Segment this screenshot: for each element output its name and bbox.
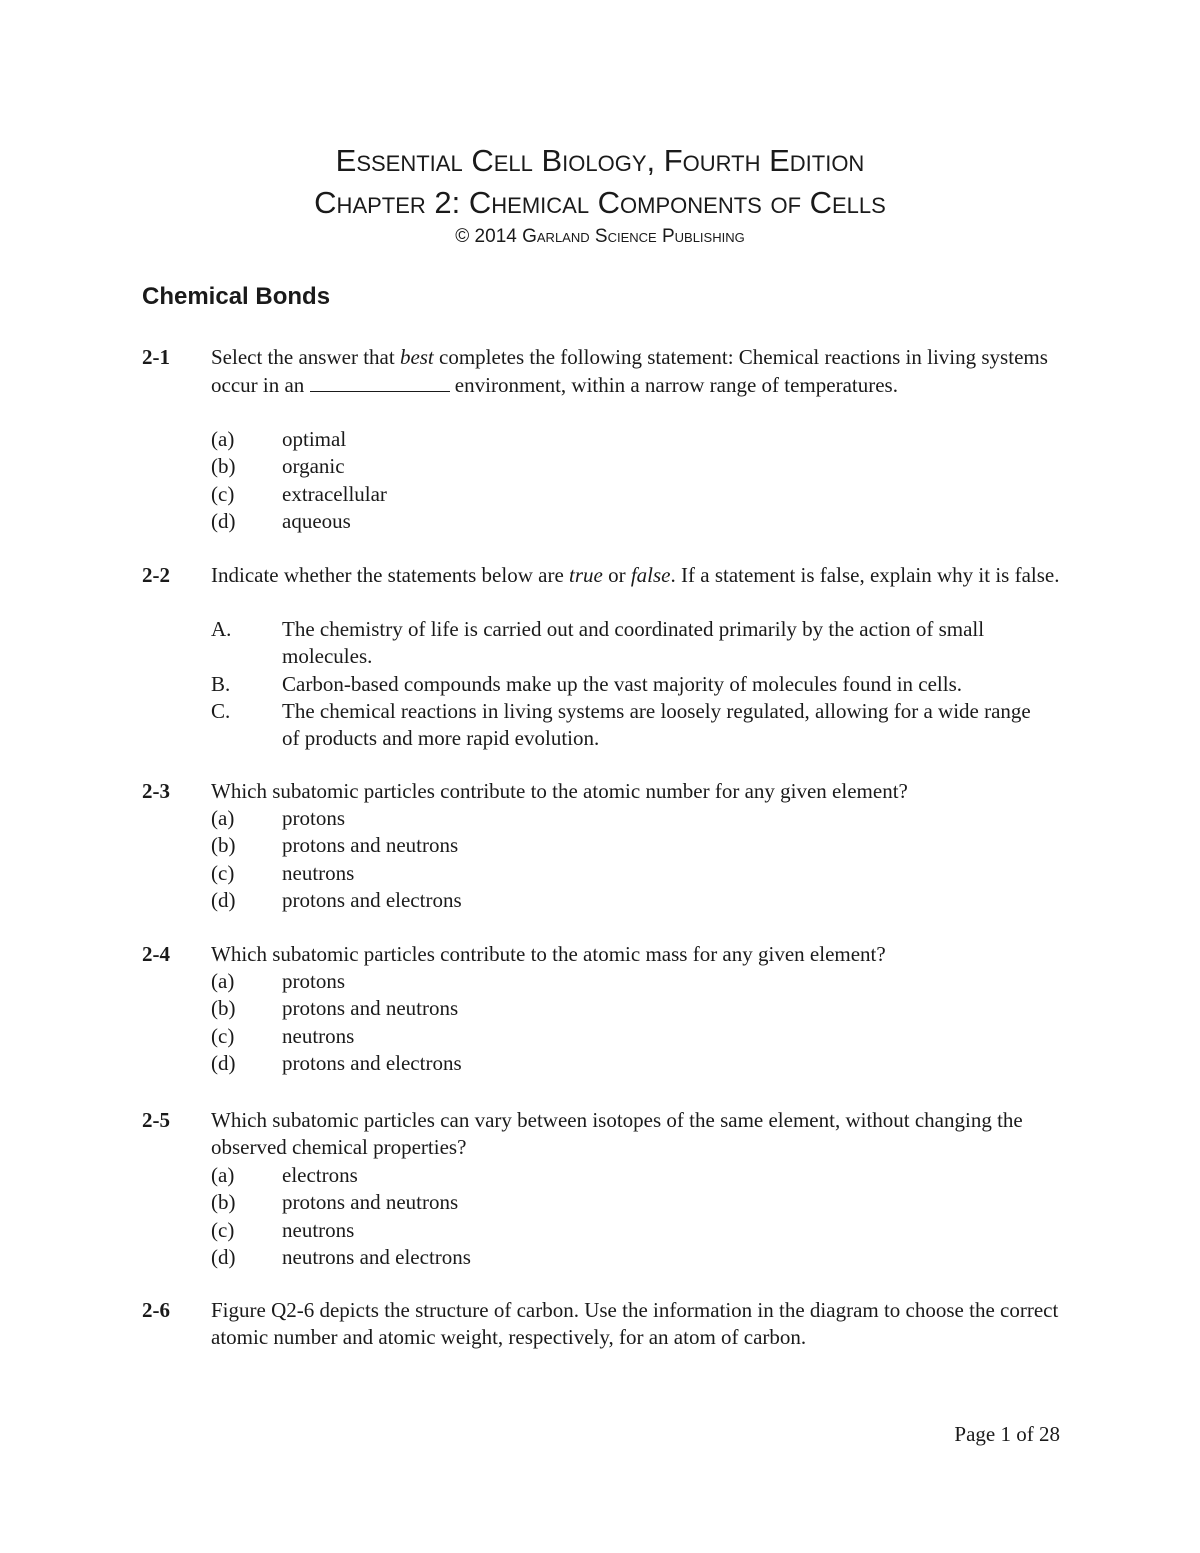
chapter-title: Chapter 2: Chemical Components of Cells: [314, 185, 886, 220]
question-number: 2-2: [142, 563, 170, 587]
question-text: Select the answer that best completes the following statement: Chemical reactions in living systems occur in an environment, within a narrow range of temperatures.: [211, 345, 1048, 398]
question-text: Which subatomic particles contribute to the atomic mass for any given element?: [211, 942, 886, 966]
question-text: Which subatomic particles can vary between isotopes of the same element, without changing the observed chemical properties?: [211, 1108, 1023, 1160]
document-page: Essential Cell Biology, Fourth Edition Chapter 2: Chemical Components of Cells © 2014 Garland Science Publishing Chemical Bonds 2-1 Select the answer that best completes the following statement: Chemical reactions in living systems occur in an environment, within a narrow range of temperatures. (a) optimal (b) organic (c) extracellular (d) aqueous 2-2 Indicate whether the statements below are true or false. If a statement is false, explain why it is false. A. The chemistry of life is carried out and coordinated primarily by the action of small molecules. B. Carbon-based compounds make up the vast majority of molecules found in cells. C. The chemical reactions in living systems are loosely regulated, allowing for a wide range of products and more rapid evolution. 2-3 Which subatomic particles contribute to the atomic number for any given element? (a) protons (b) protons and neutrons (c) neutrons (d) protons and electrons 2-4 Which subatomic particles contribute to the atomic mass for any given element? (a) protons (b) protons and neutrons (c) neutrons (d) protons and electrons 2-5 Which subatomic particles can vary between isotopes of the same element, without changing the observed chemical properties? (a) electrons (b) protons and neutrons (c) neutrons (d) neutrons and electrons 2-6 Figure Q2-6 depicts the structure of carbon. Use the information in the diagram to choose the correct atomic number and atomic weight, respectively, for an atom of carbon. Page 1 of 28: [0, 0, 1200, 1553]
question-text: Figure Q2-6 depicts the structure of carbon. Use the information in the diagram to choose the correct atomic number and atomic weight, respectively, for an atom of carbon.: [211, 1298, 1059, 1350]
answer-blank: [310, 371, 450, 392]
page-number: Page 1 of 28: [954, 1422, 1060, 1446]
question-text: Which subatomic particles contribute to the atomic number for any given element?: [211, 779, 908, 803]
question-number: 2-1: [142, 345, 170, 369]
question-number: 2-3: [142, 779, 170, 803]
question-text: Indicate whether the statements below are true or false. If a statement is false, explain why it is false.: [211, 563, 1060, 587]
section-title: Chemical Bonds: [142, 283, 331, 310]
question-number: 2-5: [142, 1108, 170, 1132]
question-number: 2-6: [142, 1298, 170, 1322]
question-number: 2-4: [142, 942, 170, 966]
book-title: Essential Cell Biology, Fourth Edition: [335, 143, 865, 178]
copyright-line: © 2014 Garland Science Publishing: [455, 226, 745, 247]
